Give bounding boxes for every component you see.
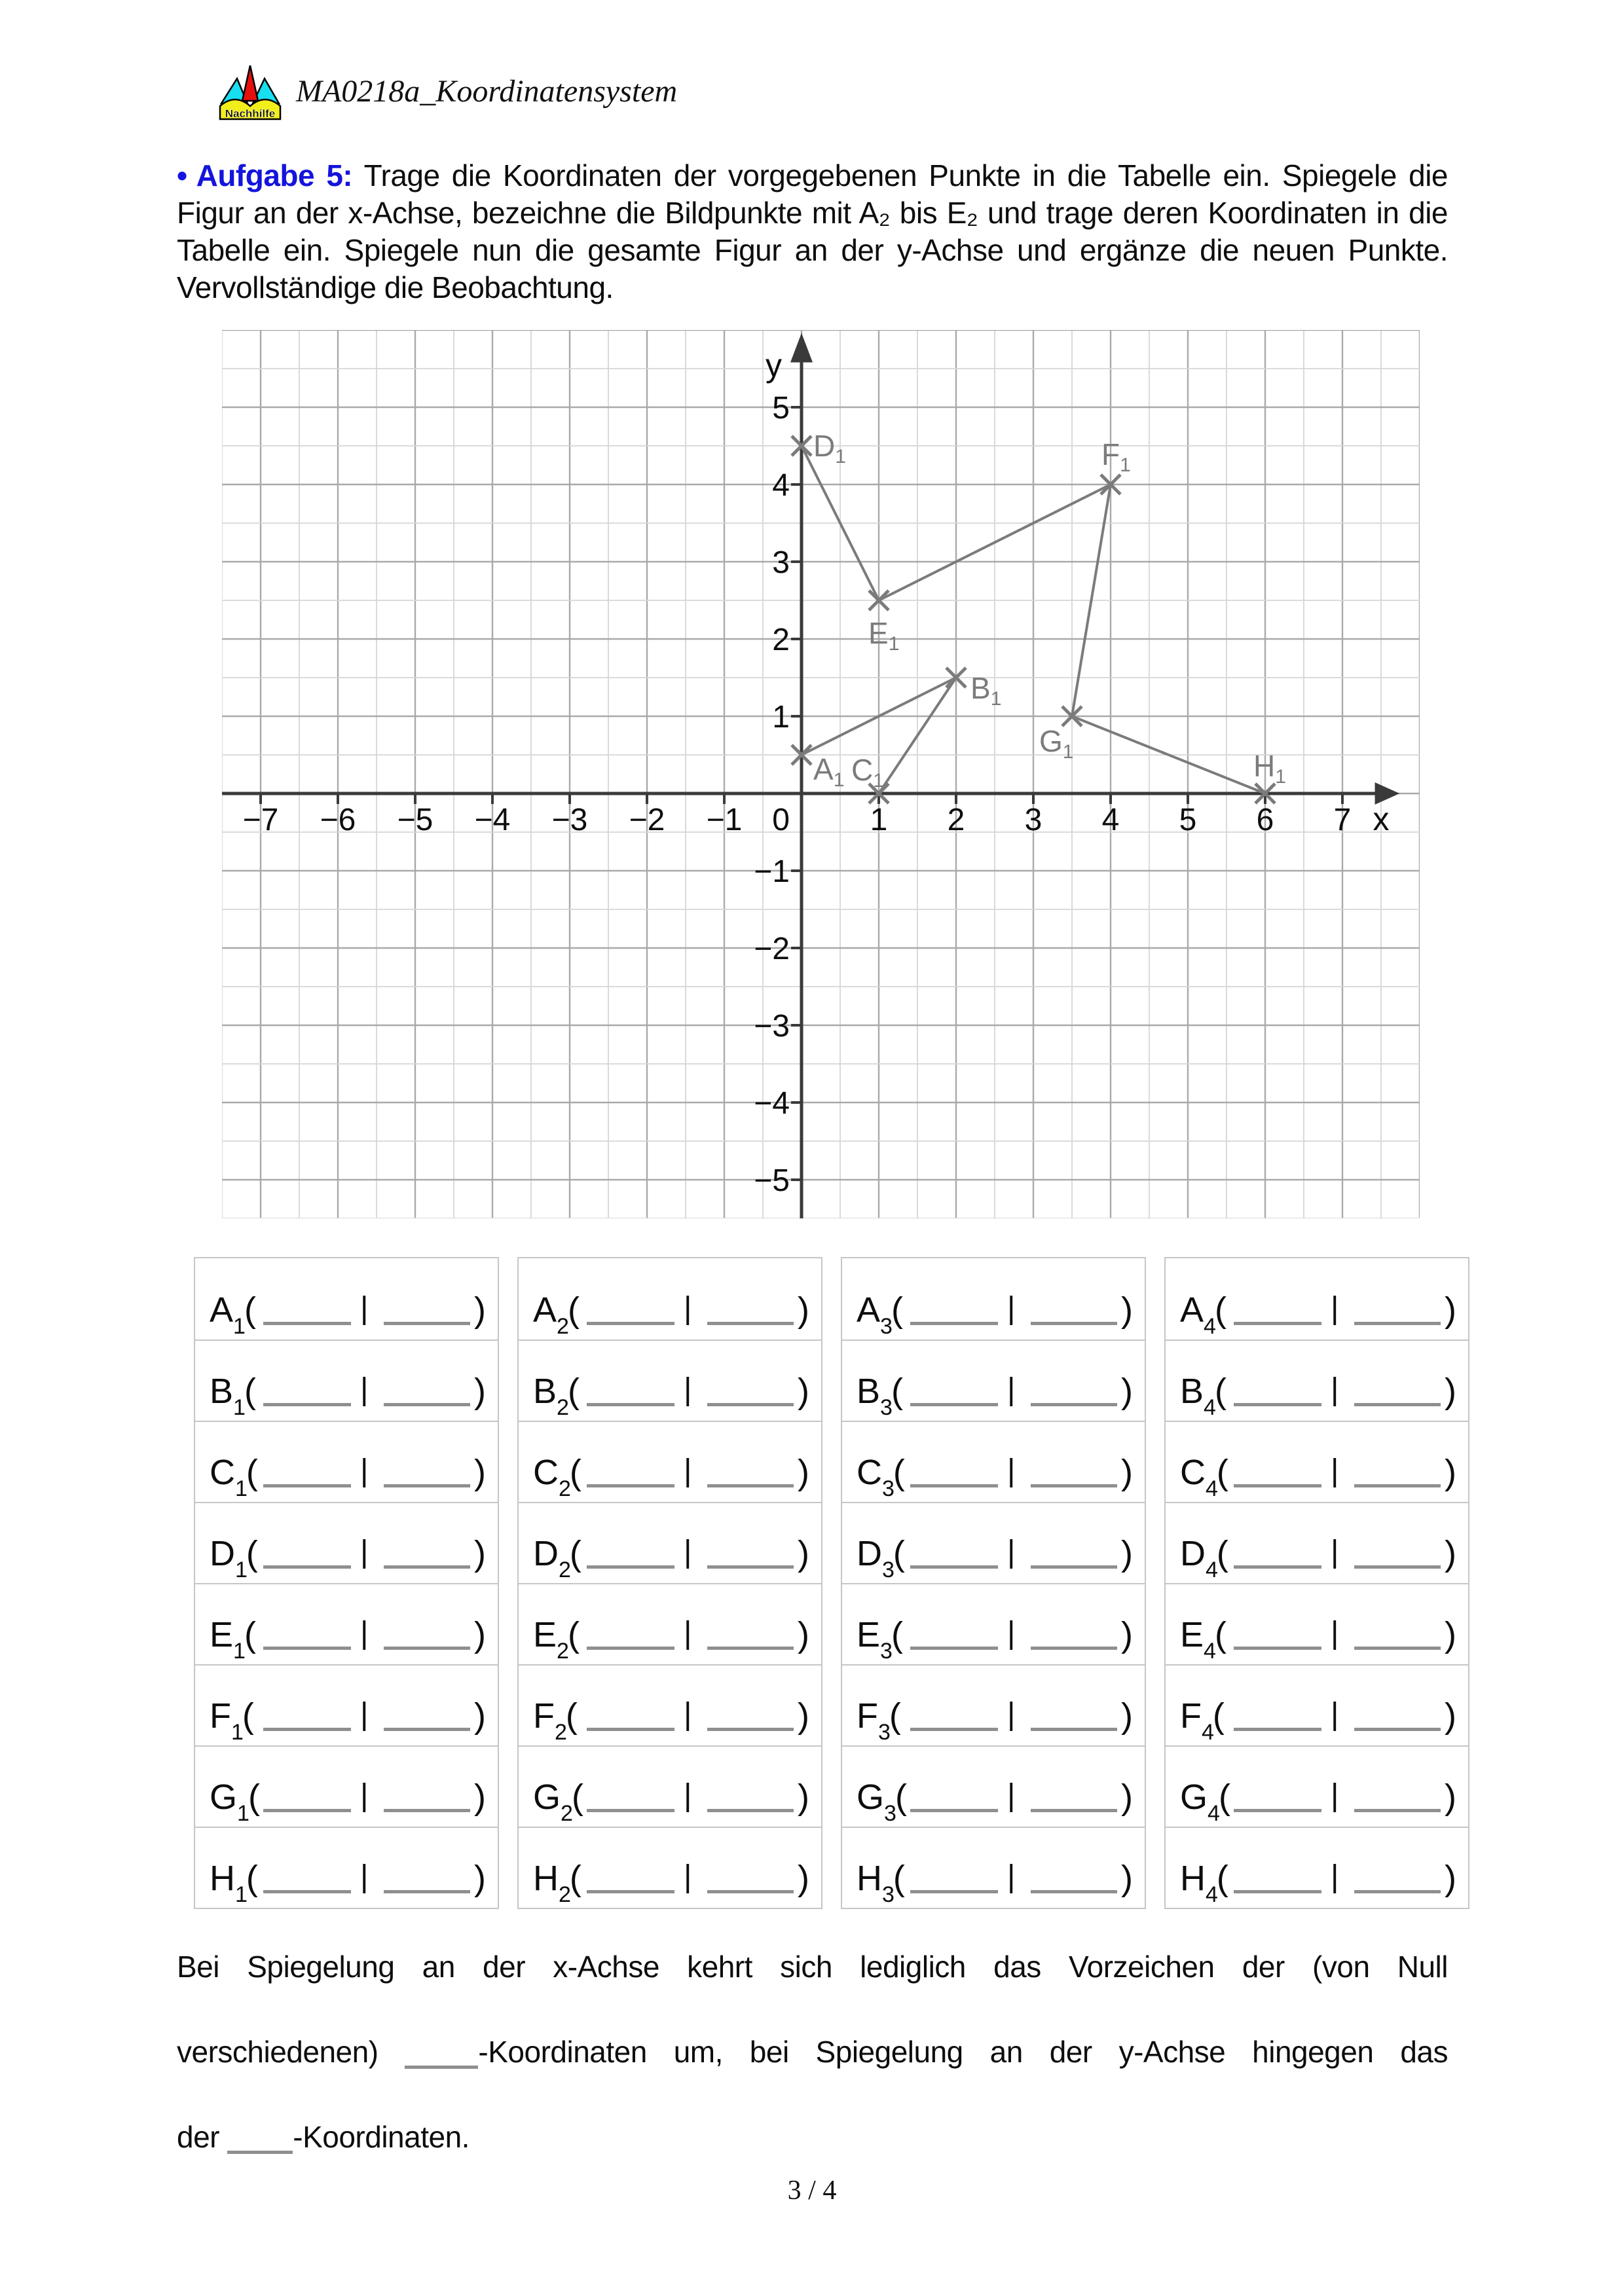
cell-label: $F_2$( bbox=[533, 1696, 577, 1745]
table-cell-E4 bbox=[1166, 1583, 1468, 1664]
point-label-D1: $D_1$ bbox=[813, 429, 846, 467]
x-coordinate-blank bbox=[1234, 1565, 1321, 1569]
x-axis-label: x bbox=[1373, 801, 1390, 837]
observation-blank-x bbox=[405, 2043, 478, 2069]
coordinate-separator: | bbox=[1007, 1372, 1016, 1407]
y-axis-label: y bbox=[766, 346, 782, 384]
cell-label: $G_3$( bbox=[857, 1777, 906, 1826]
task-label: • Aufgabe 5: bbox=[177, 158, 353, 192]
cell-close-paren: ) bbox=[798, 1696, 809, 1736]
cell-label: $H_1$( bbox=[210, 1859, 257, 1907]
y-coordinate-blank bbox=[1031, 1484, 1117, 1487]
cell-close-paren: ) bbox=[1121, 1372, 1133, 1411]
x-coordinate-blank bbox=[263, 1809, 351, 1812]
cell-close-paren: ) bbox=[1445, 1859, 1456, 1898]
x-coordinate-blank bbox=[587, 1403, 674, 1406]
x-coordinate-blank bbox=[1234, 1809, 1321, 1812]
x-coordinate-blank bbox=[1234, 1322, 1321, 1325]
cell-close-paren: ) bbox=[798, 1615, 809, 1654]
x-coordinate-blank bbox=[1234, 1484, 1321, 1487]
cell-close-paren: ) bbox=[1121, 1696, 1133, 1736]
y-tick-label: 1 bbox=[772, 700, 790, 735]
cell-close-paren: ) bbox=[1445, 1372, 1456, 1411]
cell-close-paren: ) bbox=[798, 1453, 809, 1492]
x-coordinate-blank bbox=[263, 1890, 351, 1893]
task-paragraph bbox=[177, 157, 1448, 306]
cell-close-paren: ) bbox=[798, 1777, 809, 1817]
coordinate-separator: | bbox=[1007, 1453, 1016, 1488]
cell-close-paren: ) bbox=[474, 1777, 486, 1817]
cell-close-paren: ) bbox=[1445, 1696, 1456, 1736]
cell-close-paren: ) bbox=[1121, 1453, 1133, 1492]
coordinate-separator: | bbox=[1007, 1616, 1016, 1650]
coordinate-separator: | bbox=[1331, 1535, 1339, 1569]
y-coordinate-blank bbox=[707, 1647, 794, 1650]
observation-line2-after: -Koordinaten um, bei Spiegelung an der y-Achse hingegen das bbox=[478, 2035, 1448, 2069]
x-tick-label: −7 bbox=[242, 803, 279, 837]
y-coordinate-blank bbox=[707, 1403, 794, 1406]
cell-label: $G_4$( bbox=[1180, 1777, 1230, 1826]
y-coordinate-blank bbox=[1031, 1890, 1117, 1893]
table-cell-H2 bbox=[519, 1827, 821, 1908]
coordinate-separator: | bbox=[1007, 1535, 1016, 1569]
table-cell-A4 bbox=[1166, 1258, 1468, 1339]
table-cell-B1 bbox=[195, 1339, 498, 1421]
x-coordinate-blank bbox=[910, 1728, 998, 1731]
y-axis-arrow-icon bbox=[790, 333, 813, 363]
x-tick-label: 7 bbox=[1333, 803, 1352, 837]
coordinate-separator: | bbox=[360, 1778, 369, 1813]
cell-close-paren: ) bbox=[798, 1534, 809, 1573]
document-title: MA0218a_Koordinatensystem bbox=[296, 74, 678, 109]
y-coordinate-blank bbox=[384, 1809, 470, 1812]
y-tick-label: −3 bbox=[754, 1009, 790, 1044]
x-tick-label: 6 bbox=[1256, 803, 1274, 837]
point-label-B1: $B_1$ bbox=[970, 671, 1002, 710]
cell-close-paren: ) bbox=[474, 1696, 486, 1736]
x-coordinate-blank bbox=[910, 1322, 998, 1325]
x-tick-label: −1 bbox=[706, 803, 743, 837]
coordinate-separator: | bbox=[1331, 1291, 1339, 1326]
observation-line2-before: verschiedenen) bbox=[177, 2035, 378, 2069]
table-cell-E1 bbox=[195, 1583, 498, 1664]
coordinate-separator: | bbox=[684, 1453, 692, 1488]
y-coordinate-blank bbox=[707, 1322, 794, 1325]
cell-close-paren: ) bbox=[1121, 1615, 1133, 1654]
coordinate-separator: | bbox=[1007, 1697, 1016, 1732]
y-tick-label: 2 bbox=[772, 623, 790, 657]
cell-close-paren: ) bbox=[1445, 1777, 1456, 1817]
page-number: 3 / 4 bbox=[787, 2176, 837, 2206]
coordinate-separator: | bbox=[360, 1697, 369, 1732]
y-tick-label: 5 bbox=[772, 391, 790, 426]
cell-label: $B_2$( bbox=[533, 1372, 579, 1420]
cell-label: $G_1$( bbox=[210, 1777, 259, 1826]
table-cell-F2 bbox=[519, 1664, 821, 1745]
y-coordinate-blank bbox=[707, 1728, 794, 1731]
cell-label: $D_2$( bbox=[533, 1534, 581, 1582]
cell-label: $H_3$( bbox=[857, 1859, 904, 1907]
y-coordinate-blank bbox=[384, 1647, 470, 1650]
coordinate-separator: | bbox=[1331, 1859, 1339, 1894]
bullet-icon: • bbox=[177, 158, 187, 192]
table-cell-G1 bbox=[195, 1745, 498, 1827]
coordinate-separator: | bbox=[684, 1291, 692, 1326]
x-coordinate-blank bbox=[1234, 1890, 1321, 1893]
y-coordinate-blank bbox=[1031, 1403, 1117, 1406]
point-label-A1: $A_1$ bbox=[813, 752, 845, 791]
x-coordinate-blank bbox=[910, 1647, 998, 1650]
cell-label: $C_3$( bbox=[857, 1453, 904, 1501]
cell-close-paren: ) bbox=[474, 1372, 486, 1411]
y-coordinate-blank bbox=[1354, 1403, 1441, 1406]
cell-label: $C_4$( bbox=[1180, 1453, 1228, 1501]
table-cell-A1 bbox=[195, 1258, 498, 1339]
cell-label: $C_1$( bbox=[210, 1453, 257, 1501]
y-tick-label: −2 bbox=[754, 932, 790, 966]
origin-label: 0 bbox=[772, 803, 790, 837]
y-tick-label: 3 bbox=[772, 545, 790, 580]
table-cell-C1 bbox=[195, 1421, 498, 1502]
coords-table bbox=[194, 1257, 1469, 1909]
coordinate-separator: | bbox=[684, 1535, 692, 1569]
observation-line-2 bbox=[177, 2033, 1448, 2071]
x-tick-label: 2 bbox=[947, 803, 965, 837]
cell-label: $E_1$( bbox=[210, 1615, 255, 1664]
x-tick-label: −3 bbox=[551, 803, 588, 837]
x-coordinate-blank bbox=[263, 1403, 351, 1406]
cell-label: $E_2$( bbox=[533, 1615, 579, 1664]
x-coordinate-blank bbox=[263, 1728, 351, 1731]
cell-close-paren: ) bbox=[798, 1859, 809, 1898]
table-cell-D1 bbox=[195, 1502, 498, 1583]
x-coordinate-blank bbox=[587, 1322, 674, 1325]
table-cell-A2 bbox=[519, 1258, 821, 1339]
point-label-H1: $H_1$ bbox=[1253, 749, 1286, 788]
y-tick-label: −4 bbox=[754, 1086, 790, 1121]
x-coordinate-blank bbox=[263, 1484, 351, 1487]
x-coordinate-blank bbox=[1234, 1647, 1321, 1650]
table-cell-C2 bbox=[519, 1421, 821, 1502]
table-cell-E2 bbox=[519, 1583, 821, 1664]
cell-label: $C_2$( bbox=[533, 1453, 581, 1501]
y-coordinate-blank bbox=[1354, 1728, 1441, 1731]
cell-close-paren: ) bbox=[1121, 1777, 1133, 1817]
x-tick-label: 5 bbox=[1179, 803, 1197, 837]
x-coordinate-blank bbox=[910, 1403, 998, 1406]
x-coordinate-blank bbox=[1234, 1728, 1321, 1731]
x-coordinate-blank bbox=[587, 1484, 674, 1487]
cell-close-paren: ) bbox=[1445, 1453, 1456, 1492]
y-coordinate-blank bbox=[1354, 1890, 1441, 1893]
table-cell-G3 bbox=[842, 1745, 1145, 1827]
x-coordinate-blank bbox=[263, 1322, 351, 1325]
observation-line3-after: -Koordinaten. bbox=[293, 2120, 470, 2154]
cell-label: $F_4$( bbox=[1180, 1696, 1224, 1745]
table-cell-H3 bbox=[842, 1827, 1145, 1908]
y-coordinate-blank bbox=[1354, 1565, 1441, 1569]
y-coordinate-blank bbox=[1031, 1647, 1117, 1650]
cell-close-paren: ) bbox=[474, 1615, 486, 1654]
cell-label: $A_3$( bbox=[857, 1290, 902, 1339]
y-coordinate-blank bbox=[384, 1565, 470, 1569]
nachhilfe-logo-icon bbox=[216, 60, 284, 122]
y-coordinate-blank bbox=[1031, 1565, 1117, 1569]
table-cell-B4 bbox=[1166, 1339, 1468, 1421]
cell-label: $D_4$( bbox=[1180, 1534, 1228, 1582]
cell-label: $A_1$( bbox=[210, 1290, 255, 1339]
cell-label: $B_1$( bbox=[210, 1372, 255, 1420]
y-coordinate-blank bbox=[1354, 1484, 1441, 1487]
y-coordinate-blank bbox=[1354, 1809, 1441, 1812]
cell-close-paren: ) bbox=[474, 1453, 486, 1492]
y-coordinate-blank bbox=[707, 1890, 794, 1893]
table-cell-C4 bbox=[1166, 1421, 1468, 1502]
cell-close-paren: ) bbox=[798, 1290, 809, 1330]
y-coordinate-blank bbox=[707, 1809, 794, 1812]
coordinate-separator: | bbox=[1007, 1859, 1016, 1894]
x-coordinate-blank bbox=[910, 1809, 998, 1812]
x-tick-label: 1 bbox=[870, 803, 888, 837]
table-cell-D3 bbox=[842, 1502, 1145, 1583]
cell-close-paren: ) bbox=[474, 1859, 486, 1898]
cell-label: $F_1$( bbox=[210, 1696, 253, 1745]
coordinate-separator: | bbox=[360, 1859, 369, 1894]
coordinate-separator: | bbox=[360, 1453, 369, 1488]
x-coordinate-blank bbox=[910, 1890, 998, 1893]
coordinate-separator: | bbox=[1331, 1453, 1339, 1488]
table-column-1 bbox=[194, 1257, 499, 1909]
cell-close-paren: ) bbox=[474, 1534, 486, 1573]
x-coordinate-blank bbox=[1234, 1403, 1321, 1406]
observation-line-3 bbox=[177, 2118, 1448, 2156]
y-coordinate-blank bbox=[384, 1403, 470, 1406]
x-tick-label: −5 bbox=[397, 803, 434, 837]
x-tick-label: −2 bbox=[629, 803, 665, 837]
x-coordinate-blank bbox=[263, 1647, 351, 1650]
coordinate-separator: | bbox=[1331, 1616, 1339, 1650]
y-coordinate-blank bbox=[707, 1565, 794, 1569]
table-cell-C3 bbox=[842, 1421, 1145, 1502]
table-column-2 bbox=[517, 1257, 822, 1909]
point-label-E1: $E_1$ bbox=[868, 616, 900, 655]
cell-close-paren: ) bbox=[1121, 1534, 1133, 1573]
table-cell-F3 bbox=[842, 1664, 1145, 1745]
table-cell-G2 bbox=[519, 1745, 821, 1827]
coordinate-separator: | bbox=[1007, 1291, 1016, 1326]
table-cell-E3 bbox=[842, 1583, 1145, 1664]
x-tick-label: −4 bbox=[474, 803, 511, 837]
cell-close-paren: ) bbox=[1121, 1859, 1133, 1898]
y-coordinate-blank bbox=[707, 1484, 794, 1487]
coordinate-separator: | bbox=[684, 1616, 692, 1650]
coordinate-separator: | bbox=[1331, 1697, 1339, 1732]
table-cell-F1 bbox=[195, 1664, 498, 1745]
table-cell-F4 bbox=[1166, 1664, 1468, 1745]
coordinate-separator: | bbox=[360, 1372, 369, 1407]
y-coordinate-blank bbox=[384, 1322, 470, 1325]
cell-label: $A_4$( bbox=[1180, 1290, 1226, 1339]
coordinate-separator: | bbox=[1331, 1778, 1339, 1813]
table-cell-B2 bbox=[519, 1339, 821, 1421]
x-coordinate-blank bbox=[263, 1565, 351, 1569]
logo-text: Nachhilfe bbox=[225, 107, 276, 120]
point-label-C1: $C_1$ bbox=[851, 753, 884, 792]
y-coordinate-blank bbox=[384, 1890, 470, 1893]
cell-label: $G_2$( bbox=[533, 1777, 583, 1826]
cell-close-paren: ) bbox=[1121, 1290, 1133, 1330]
coordinate-separator: | bbox=[1007, 1778, 1016, 1813]
y-coordinate-blank bbox=[1031, 1728, 1117, 1731]
point-label-G1: $G_1$ bbox=[1039, 724, 1074, 763]
y-coordinate-blank bbox=[1354, 1647, 1441, 1650]
observation-blank-y bbox=[227, 2128, 293, 2154]
cell-label: $H_2$( bbox=[533, 1859, 581, 1907]
x-coordinate-blank bbox=[910, 1565, 998, 1569]
y-coordinate-blank bbox=[384, 1484, 470, 1487]
table-cell-D2 bbox=[519, 1502, 821, 1583]
coordinate-separator: | bbox=[684, 1778, 692, 1813]
cell-label: $E_4$( bbox=[1180, 1615, 1226, 1664]
table-cell-G4 bbox=[1166, 1745, 1468, 1827]
cell-label: $A_2$( bbox=[533, 1290, 579, 1339]
table-column-3 bbox=[841, 1257, 1146, 1909]
cell-close-paren: ) bbox=[798, 1372, 809, 1411]
point-label-F1: $F_1$ bbox=[1101, 437, 1131, 476]
table-cell-A3 bbox=[842, 1258, 1145, 1339]
observation-line-1: Bei Spiegelung an der x-Achse kehrt sich lediglich das Vorzeichen der (von Null bbox=[177, 1950, 1448, 1984]
x-tick-label: 3 bbox=[1024, 803, 1043, 837]
cell-label: $H_4$( bbox=[1180, 1859, 1228, 1907]
x-coordinate-blank bbox=[587, 1647, 674, 1650]
cell-label: $D_3$( bbox=[857, 1534, 904, 1582]
x-coordinate-blank bbox=[910, 1484, 998, 1487]
coordinate-separator: | bbox=[684, 1697, 692, 1732]
x-coordinate-blank bbox=[587, 1890, 674, 1893]
x-coordinate-blank bbox=[587, 1809, 674, 1812]
cell-close-paren: ) bbox=[1445, 1290, 1456, 1330]
table-cell-H1 bbox=[195, 1827, 498, 1908]
logo-peak-icon bbox=[242, 65, 258, 101]
cell-label: $B_4$( bbox=[1180, 1372, 1226, 1420]
x-tick-label: −6 bbox=[320, 803, 356, 837]
cell-close-paren: ) bbox=[1445, 1534, 1456, 1573]
cell-close-paren: ) bbox=[1445, 1615, 1456, 1654]
cell-close-paren: ) bbox=[474, 1290, 486, 1330]
table-column-4 bbox=[1164, 1257, 1469, 1909]
coordinate-separator: | bbox=[360, 1291, 369, 1326]
coordinate-grid bbox=[222, 330, 1420, 1218]
table-cell-B3 bbox=[842, 1339, 1145, 1421]
cell-label: $E_3$( bbox=[857, 1615, 902, 1664]
task-text: Trage die Koordinaten der vorgegebenen Punkte in die Tabelle ein. Spiegele die Figur an der x-Achse, bezeichne die Bildpunkte mit A₂ bis E₂ und trage deren Koordinaten in die Tabelle ein. Spiegele nun die gesamte Figur an der y-Achse und ergänze die neuen Punkte. Vervollständige die Beobachtung. bbox=[177, 158, 1448, 304]
cell-label: $D_1$( bbox=[210, 1534, 257, 1582]
cell-label: $B_3$( bbox=[857, 1372, 902, 1420]
table-cell-D4 bbox=[1166, 1502, 1468, 1583]
y-tick-label: 4 bbox=[772, 468, 790, 503]
x-coordinate-blank bbox=[587, 1728, 674, 1731]
y-tick-label: −1 bbox=[754, 854, 790, 889]
x-tick-label: 4 bbox=[1101, 803, 1120, 837]
coordinate-separator: | bbox=[360, 1616, 369, 1650]
y-coordinate-blank bbox=[1354, 1322, 1441, 1325]
cell-label: $F_3$( bbox=[857, 1696, 900, 1745]
y-tick-label: −5 bbox=[754, 1163, 790, 1198]
coordinate-separator: | bbox=[360, 1535, 369, 1569]
coordinate-separator: | bbox=[1331, 1372, 1339, 1407]
table-cell-H4 bbox=[1166, 1827, 1468, 1908]
observation-line3-before: der bbox=[177, 2120, 219, 2154]
coordinate-separator: | bbox=[684, 1372, 692, 1407]
x-coordinate-blank bbox=[587, 1565, 674, 1569]
y-coordinate-blank bbox=[1031, 1322, 1117, 1325]
y-coordinate-blank bbox=[1031, 1809, 1117, 1812]
coordinate-separator: | bbox=[684, 1859, 692, 1894]
y-coordinate-blank bbox=[384, 1728, 470, 1731]
